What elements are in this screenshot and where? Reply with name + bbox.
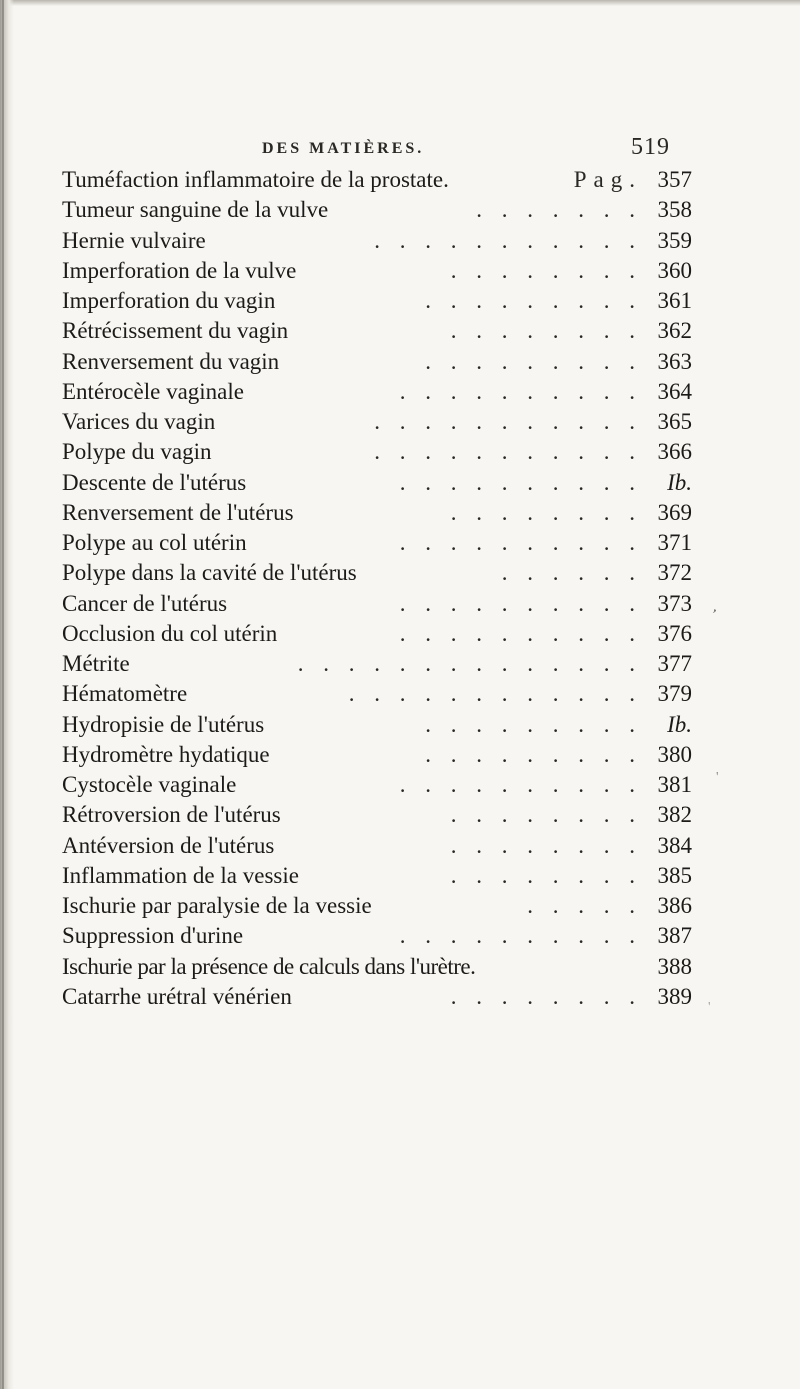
toc-entry-page: 376 [657,620,692,646]
toc-entry-title: Rétroversion de l'utérus [62,802,281,828]
toc-entry-leader: . . . . . . . [476,197,642,223]
toc-entry-page: 381 [657,772,692,797]
toc-entry [62,984,692,1014]
toc-entry-title: Renversement du vagin [62,348,280,374]
toc-entry [62,500,692,530]
toc-entry-page: 373 [657,590,692,616]
toc-entry-title: Polype au col utérin [62,530,247,555]
toc-entry [62,712,692,742]
table-of-contents [62,167,692,1014]
toc-entry-page: 369 [657,499,692,525]
toc-entry-page: 365 [657,409,692,434]
toc-entry-title: Antéversion de l'utérus [62,832,275,858]
toc-entry [62,833,692,863]
toc-entry-page: 362 [657,318,692,344]
toc-entry-leader: Pag. [573,167,642,192]
toc-entry-page: 371 [657,530,692,555]
toc-entry-page: 389 [657,983,692,1009]
toc-entry-title: Imperforation de la vulve [62,257,297,283]
toc-entry-leader: . . . . . . . . . . . [374,227,642,253]
toc-entry-page: Ib. [667,711,692,737]
toc-entry-leader: . . . . . . . . . . [399,923,642,949]
toc-entry-page: 388 [657,953,692,979]
toc-entry [62,258,692,288]
toc-entry-leader: . . . . . . . . [450,499,642,525]
toc-entry-page: 360 [657,257,692,283]
toc-entry-page: 382 [657,802,692,828]
toc-entry-page: 386 [657,893,692,918]
toc-entry-page: 385 [657,862,692,888]
toc-entry-title: Tumeur sanguine de la vulve [62,197,329,223]
toc-entry-leader: . . . . . . . . . . [399,590,642,616]
toc-entry-title: Ischurie par paralysie de la vessie [62,893,372,918]
toc-entry-leader: . . . . . . . . . [425,711,642,737]
toc-entry-title: Polype du vagin [62,439,212,465]
toc-entry-page: 380 [657,741,692,767]
toc-entry [62,742,692,772]
toc-entry-leader: . . . . . . . . [450,832,642,858]
toc-entry-title: Hydropisie de l'utérus [62,711,265,737]
toc-entry-title: Tuméfaction inflammatoire de la prostate. [62,167,449,192]
toc-entry-title: Hydromètre hydatique [62,741,270,767]
toc-entry-leader: . . . . . . . . . . . . . . [297,651,642,676]
toc-entry-leader: . . . . . . . . [450,983,642,1009]
toc-entry [62,621,692,651]
stray-mark: ' [708,1000,711,1015]
toc-entry [62,954,692,984]
page-number: 519 [631,134,670,160]
toc-entry-page: 372 [657,560,692,586]
toc-entry [62,863,692,893]
toc-entry [62,470,692,500]
toc-entry-leader: . . . . . . . . [450,862,642,888]
toc-entry [62,651,692,681]
toc-entry [62,167,692,197]
toc-entry-leader: . . . . . . . . . . [399,772,642,797]
toc-entry-title: Hématomètre [62,681,188,707]
toc-entry-page: 363 [657,348,692,374]
toc-entry-leader: . . . . . . . . . [425,288,642,313]
toc-entry-leader: . . . . . . . . . . . . [348,681,642,707]
toc-entry-leader: . . . . . . . . . . [399,469,642,495]
toc-entry-page: Ib. [667,469,692,495]
toc-entry [62,197,692,227]
toc-entry-title: Cystocèle vaginale [62,772,237,797]
stray-mark: ' [716,770,719,785]
toc-entry [62,923,692,953]
toc-entry-leader: . . . . . . . . . . . [374,409,642,434]
toc-entry-leader: . . . . . . . . . . [399,620,642,646]
toc-entry-leader: . . . . . . . . [450,318,642,344]
toc-entry-page: 387 [657,923,692,949]
toc-entry-leader: . . . . . . . . [450,257,642,283]
toc-entry-title: Occlusion du col utérin [62,620,278,646]
toc-entry [62,893,692,923]
toc-entry-page: 357 [657,167,692,192]
toc-entry [62,318,692,348]
toc-entry-page: 358 [657,197,692,223]
toc-entry [62,591,692,621]
toc-entry [62,802,692,832]
toc-entry-page: 364 [657,378,692,404]
toc-entry-page: 366 [657,439,692,465]
toc-entry-leader: . . . . . . . . . [425,741,642,767]
toc-entry [62,288,692,318]
toc-entry-title: Rétrécissement du vagin [62,318,289,344]
toc-entry-page: 384 [657,832,692,858]
toc-entry-leader: . . . . . . . . . . [399,378,642,404]
toc-entry-leader: . . . . . . . . . . . [374,439,642,465]
toc-entry [62,681,692,711]
toc-entry [62,530,692,560]
toc-entry [62,349,692,379]
toc-entry-title: Inflammation de la vessie [62,862,299,888]
toc-entry-title: Hernie vulvaire [62,227,206,253]
toc-entry-title: Entérocèle vaginale [62,378,244,404]
toc-entry [62,560,692,590]
toc-entry [62,409,692,439]
toc-entry-leader: . . . . . . . . . . [399,530,642,555]
toc-entry-title: Varices du vagin [62,409,216,434]
toc-entry-leader: . . . . . . . . [450,802,642,828]
running-head: DES MATIÈRES. [262,140,425,157]
toc-entry-title: Polype dans la cavité de l'utérus [62,560,357,586]
toc-entry-leader: . . . . . [527,893,642,918]
toc-entry [62,379,692,409]
toc-entry-page: 361 [657,288,692,313]
toc-entry-page: 377 [657,651,692,676]
toc-entry-title: Métrite [62,651,130,676]
toc-entry-page: 359 [657,227,692,253]
toc-entry-title: Suppression d'urine [62,923,244,949]
toc-entry [62,228,692,258]
toc-entry-page: 379 [657,681,692,707]
toc-entry-title: Renversement de l'utérus [62,499,294,525]
toc-entry-title: Ischurie par la présence de calculs dans l'urètre. [62,953,476,979]
toc-entry-title: Imperforation du vagin [62,288,276,313]
toc-entry [62,439,692,469]
toc-entry-leader: . . . . . . [501,560,642,586]
stray-mark: , [711,599,721,616]
toc-entry-title: Cancer de l'utérus [62,590,228,616]
toc-entry [62,772,692,802]
toc-entry-title: Catarrhe urétral vénérien [62,983,292,1009]
toc-entry-leader: . . . . . . . . . [425,348,642,374]
toc-entry-title: Descente de l'utérus [62,469,247,495]
